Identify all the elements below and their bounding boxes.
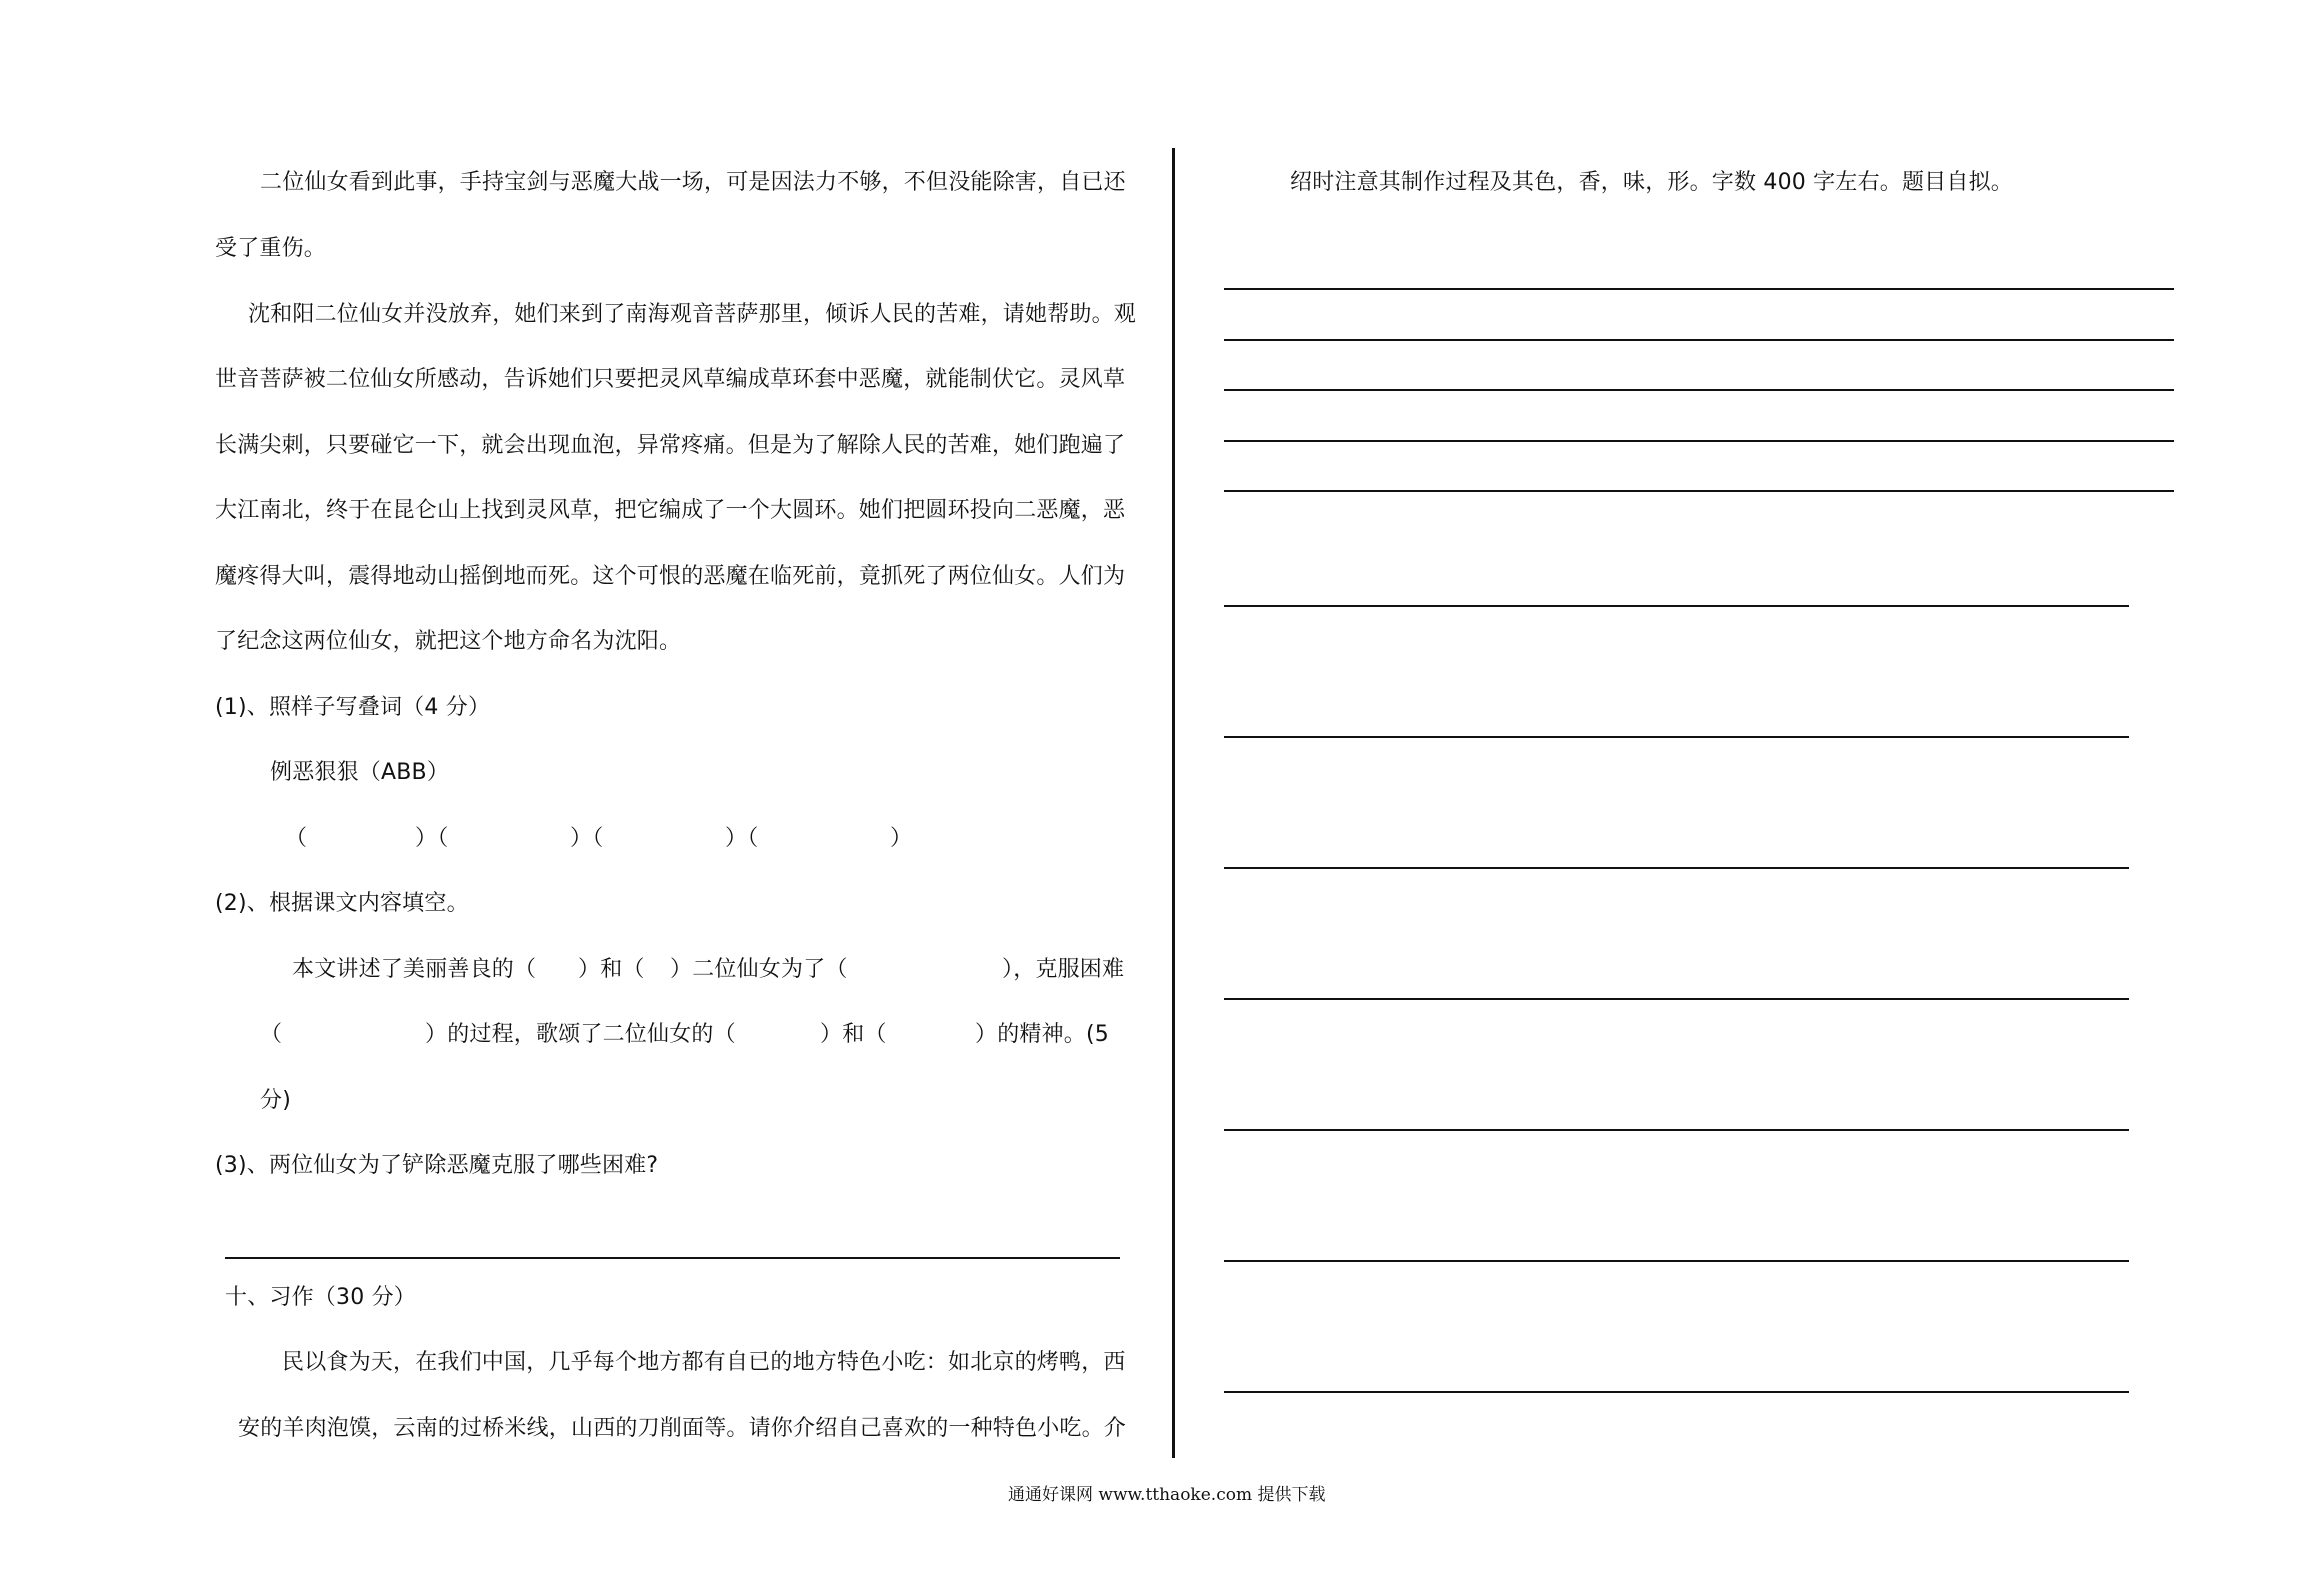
story-line-7: 魔疼得大叫，震得地动山摇倒地而死。这个可恨的恶魔在临死前，竟抓死了两位仙女。人们为 <box>215 564 1126 589</box>
story-line-3: 沈和阳二位仙女并没放弃，她们来到了南海观音菩萨那里，倾诉人民的苦难，请她帮助。观 <box>248 302 1137 327</box>
fill-text: （ <box>260 1022 283 1047</box>
story-line-5: 长满尖刺，只要碰它一下，就会出现血泡，异常疼痛。但是为了解除人民的苦难，她们跑遍了 <box>215 433 1126 458</box>
writing-line[interactable] <box>1224 288 2174 290</box>
writing-line[interactable] <box>1224 867 2129 869</box>
story-line-1: 二位仙女看到此事，手持宝剑与恶魔大战一场，可是因法力不够，不但没能除害，自已还 <box>260 170 1126 195</box>
writing-line[interactable] <box>1224 605 2129 607</box>
column-divider <box>1172 148 1175 1458</box>
question-3-title: (3)、两位仙女为了铲除恶魔克服了哪些困难? <box>215 1153 659 1178</box>
question-3-answer-line[interactable] <box>225 1257 1120 1259</box>
section-10-title: 十、习作（30 分） <box>225 1285 416 1310</box>
writing-line[interactable] <box>1224 440 2174 442</box>
writing-line[interactable] <box>1224 490 2174 492</box>
question-2-line-3: 分) <box>260 1088 291 1113</box>
page-footer: 通通好课网 www.tthaoke.com 提供下载 <box>1008 1485 1326 1505</box>
blank-paren: ） <box>890 826 913 851</box>
writing-line[interactable] <box>1224 736 2129 738</box>
section-10-line-1: 民以食为天，在我们中国，几乎每个地方都有自已的地方特色小吃：如北京的烤鸭，西 <box>282 1350 1126 1375</box>
story-line-8: 了纪念这两位仙女，就把这个地方命名为沈阳。 <box>215 629 682 654</box>
story-line-2: 受了重伤。 <box>215 236 327 261</box>
writing-line[interactable] <box>1224 339 2174 341</box>
question-2-title: (2)、根据课文内容填空。 <box>215 891 469 916</box>
fill-text: ）的过程，歌颂了二位仙女的（ <box>425 1022 736 1047</box>
blank-paren: （ <box>285 826 308 851</box>
fill-text: 本文讲述了美丽善良的（ <box>292 957 537 982</box>
writing-line[interactable] <box>1224 389 2174 391</box>
story-line-6: 大江南北，终于在昆仑山上找到灵风草，把它编成了一个大圆环。她们把圆环投向二恶魔，恶 <box>215 498 1126 523</box>
section-10-line-2: 安的羊肉泡馍，云南的过桥米线，山西的刀削面等。请你介绍自己喜欢的一种特色小吃。介 <box>238 1416 1127 1441</box>
writing-line[interactable] <box>1224 1260 2129 1262</box>
writing-line[interactable] <box>1224 1129 2129 1131</box>
blank-paren: ）（ <box>415 826 449 851</box>
writing-line[interactable] <box>1224 1391 2129 1393</box>
fill-text: ）和（ <box>578 957 645 982</box>
essay-continuation: 绍时注意其制作过程及其色，香，味，形。字数 400 字左右。题目自拟。 <box>1290 170 2013 195</box>
fill-text: ）二位仙女为了（ <box>670 957 848 982</box>
blank-paren: ）（ <box>725 826 759 851</box>
blank-paren: ）（ <box>570 826 604 851</box>
fill-text: ）的精神。(5 <box>975 1022 1109 1047</box>
question-1-title: (1)、照样子写叠词（4 分） <box>215 695 491 720</box>
writing-line[interactable] <box>1224 998 2129 1000</box>
question-1-example: 例恶狠狠（ABB） <box>270 760 450 785</box>
fill-text: ），克服困难 <box>1002 957 1125 982</box>
fill-text: ）和（ <box>820 1022 887 1047</box>
story-line-4: 世音菩萨被二位仙女所感动，告诉她们只要把灵风草编成草环套中恶魔，就能制伏它。灵风草 <box>215 367 1126 392</box>
